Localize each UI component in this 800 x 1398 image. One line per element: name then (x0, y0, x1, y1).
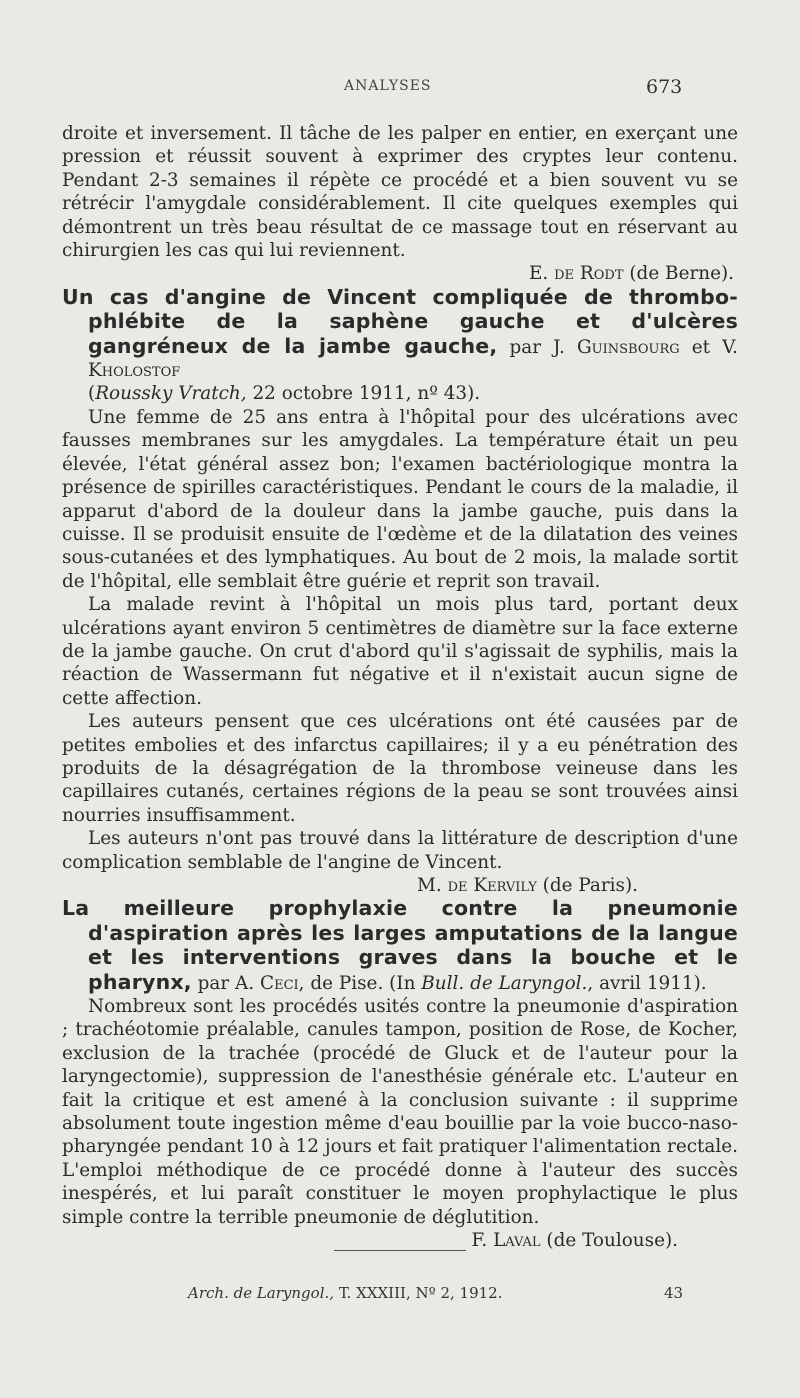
article3-source-rest: , avril 1911). (587, 972, 707, 994)
article3-source-journal: Bull. de Laryngol. (421, 972, 588, 994)
signature-place: (de Berne). (629, 263, 734, 285)
article2-paragraph-1: Une femme de 25 ans entra à l'hôpital pour des ulcérations avec fausses membranes sur les amygdales. La température était un peu élevée, l'état général assez bon; l'examen bactériologique montra la présence de spirilles caractéristiques. Pendant le cours de la maladie, il apparut d'abord de la douleur dans la jambe gauche, puis dans la cuisse. Il se produisit ensuite de l'œdème et de la dilatation des veines sous-cutanées et des lymphatiques. Au bout de 2 mois, la malade sortit de l'hôpital, elle semblait être guérie et reprit son travail. (62, 406, 738, 592)
article3-paragraph-1: Nombreux sont les procédés usités contre la pneumonie d'aspiration ; trachéotomie préalable, canules tampon, position de Rose, de Kocher, exclusion de la trachée (procédé de Gluck et de l'auteur pour la laryngectomie), suppression de l'anesthésie générale etc. L'auteur en fait la critique et est amené à la conclusion suivante : il supprime absolument toute ingestion même d'eau bouillie par la voie bucco-naso-pharyngée pendant 10 à 12 jours et fait pratiquer l'alimentation rectale. L'emploi méthodique de ce procédé donne à l'auteur des succès inespérés, et lui paraît constituer le moyen prophylactique le plus simple contre la terrible pneumonie de déglutition. (62, 996, 738, 1228)
article1-body: droite et inversement. Il tâche de les palper en entier, en exerçant une pression et réussit souvent à exprimer des cryptes leur contenu. Pendant 2-3 semaines il répète ce procédé et a bien souvent vu se rétrécir l'amygdale considérablement. Il cite quelques exemples qui démontrent un très beau résultat de ce massage tout en réservant au chirurgien les cas qui lui reviennent. (62, 123, 738, 262)
article3-heading (62, 897, 738, 995)
article2-source-journal: Roussky Vratch, (95, 383, 247, 405)
signature-initial: E. (528, 263, 549, 285)
article3-author: Ceci (260, 972, 299, 994)
article2-title: Un cas d'angine de Vincent compliquée de thrombo-phlébite de la saphène gauche et d'ulcères gangréneux de la jambe gauche, (62, 284, 738, 358)
article3-affiliation: , de Pise. (In (298, 972, 416, 994)
signature-name: Laval (493, 1230, 541, 1252)
signature-particle: de (447, 875, 468, 896)
article3-by: par A. (197, 972, 255, 994)
article2-author1: Guinsbourg (576, 336, 680, 358)
footer-journal-name: Arch. de Laryngol., (188, 1284, 335, 1302)
page-footer (0, 1284, 800, 1306)
signature-place: (de Paris). (542, 875, 638, 896)
article2-and: et V. (691, 336, 738, 358)
article2-by: par J. (509, 336, 565, 358)
article2-paragraph-4: Les auteurs n'ont pas trouvé dans la littérature de description d'une complication semblable de l'angine de Vincent. (62, 828, 738, 873)
article3-title: La meilleure prophylaxie contre la pneumonie d'aspiration après les larges amputations de la langue et les interventions graves dans la bouche et le pharynx, (62, 896, 738, 994)
article2-paragraph-2: La malade revint à l'hôpital un mois plus tard, portant deux ulcérations ayant environ 5 centimètres de diamètre sur la face externe de la jambe gauche. On crut d'abord qu'il s'agissait de syphilis, mais la réaction de Wassermann fut négative et il n'existait aucun signe de cette affection. (62, 594, 738, 709)
signature-name: Rodt (579, 263, 624, 285)
signature-name: Kervily (473, 875, 537, 896)
footer-rule (334, 1250, 466, 1251)
article2-signature (62, 874, 738, 897)
article2-source-open: ( (88, 383, 96, 405)
signature-place: (de Toulouse). (546, 1230, 678, 1252)
signature-particle: de (554, 263, 575, 285)
article2-paragraph-3: Les auteurs pensent que ces ulcérations ont été causées par de petites embolies et des infarctus capillaires; il y a eu pénétration des produits de la désagrégation de la thrombose veineuse dans les capillaires cutanés, certaines régions de la peau se sont trouvées ainsi nourries insuffisamment. (62, 711, 738, 826)
article1-signature (62, 262, 738, 285)
article2-source-rest: 22 octobre 1911, nº 43). (252, 383, 481, 405)
running-title: ANALYSES (344, 78, 432, 94)
footer-sheet-number: 43 (664, 1284, 684, 1302)
footer-journal (188, 1284, 502, 1302)
article2-author2: Kholostof (88, 360, 181, 382)
footer-volume: T. XXXIII, Nº 2, 1912. (338, 1284, 503, 1302)
signature-initial: M. (417, 875, 442, 896)
article3-signature (62, 1229, 738, 1252)
page-number: 673 (646, 76, 683, 98)
article2-heading (62, 286, 738, 406)
page-header (0, 76, 800, 100)
signature-initial: F. (471, 1230, 488, 1252)
page-body (62, 122, 738, 1253)
